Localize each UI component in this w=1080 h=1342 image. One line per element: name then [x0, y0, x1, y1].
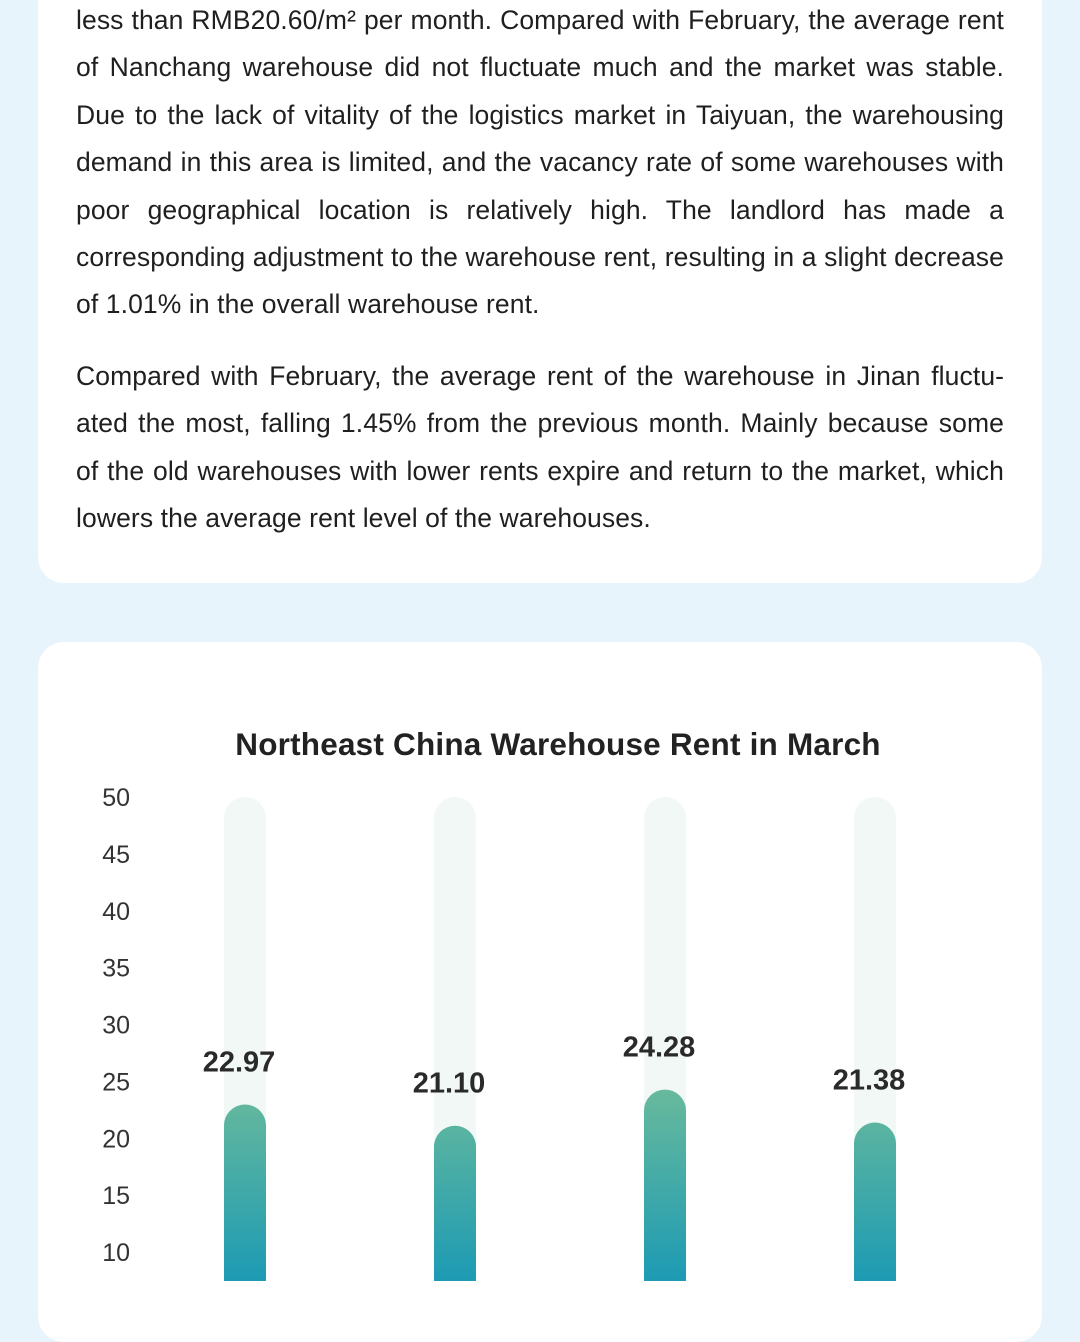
y-tick-label: 35 [102, 954, 130, 983]
paragraph-2: Compared with February, the average rent of the warehouse in Jinan fluctuated the most, falling 1.45% from the previous month. Mainly because some of the old warehouses with lower rents expire and return to the market, which lowers the average rent level of the warehouses. [76, 361, 1004, 534]
chart-title: Northeast China Warehouse Rent in March [235, 726, 881, 762]
bar [434, 1126, 476, 1281]
bar [224, 1104, 266, 1281]
bar-value-label: 22.97 [202, 1046, 276, 1079]
bar-value-label: 21.38 [832, 1064, 906, 1097]
y-tick-label: 40 [102, 897, 130, 926]
bar [644, 1090, 686, 1281]
bars [224, 797, 896, 1281]
y-tick-label: 45 [102, 840, 130, 869]
paragraph-1: less than RMB20.60/m² per month. Compared with February, the average rent of Nanchang warehouse did not fluctuate much and the market was stable. Due to the lack of vitality of the logistics market in Taiyuan, the warehousing demand in this area is limited, and the vacancy rate of some warehouses with poor geographical location is relatively high. The landlord has made a corresponding adjustment to the warehouse rent, resulting in a slight decrease of 1.01% in the overall warehouse rent. [76, 5, 1004, 320]
value-labels [203, 1032, 906, 1100]
y-axis [102, 784, 130, 1267]
y-tick-label: 20 [102, 1125, 130, 1154]
bar-value-label: 24.28 [622, 1031, 696, 1064]
y-tick-label: 50 [102, 784, 130, 812]
y-tick-label: 25 [102, 1068, 130, 1097]
bar [854, 1123, 896, 1281]
y-tick-label: 30 [102, 1011, 130, 1040]
bar-value-label: 21.10 [412, 1067, 486, 1100]
y-tick-label: 15 [102, 1182, 130, 1211]
y-tick-label: 10 [102, 1239, 130, 1267]
